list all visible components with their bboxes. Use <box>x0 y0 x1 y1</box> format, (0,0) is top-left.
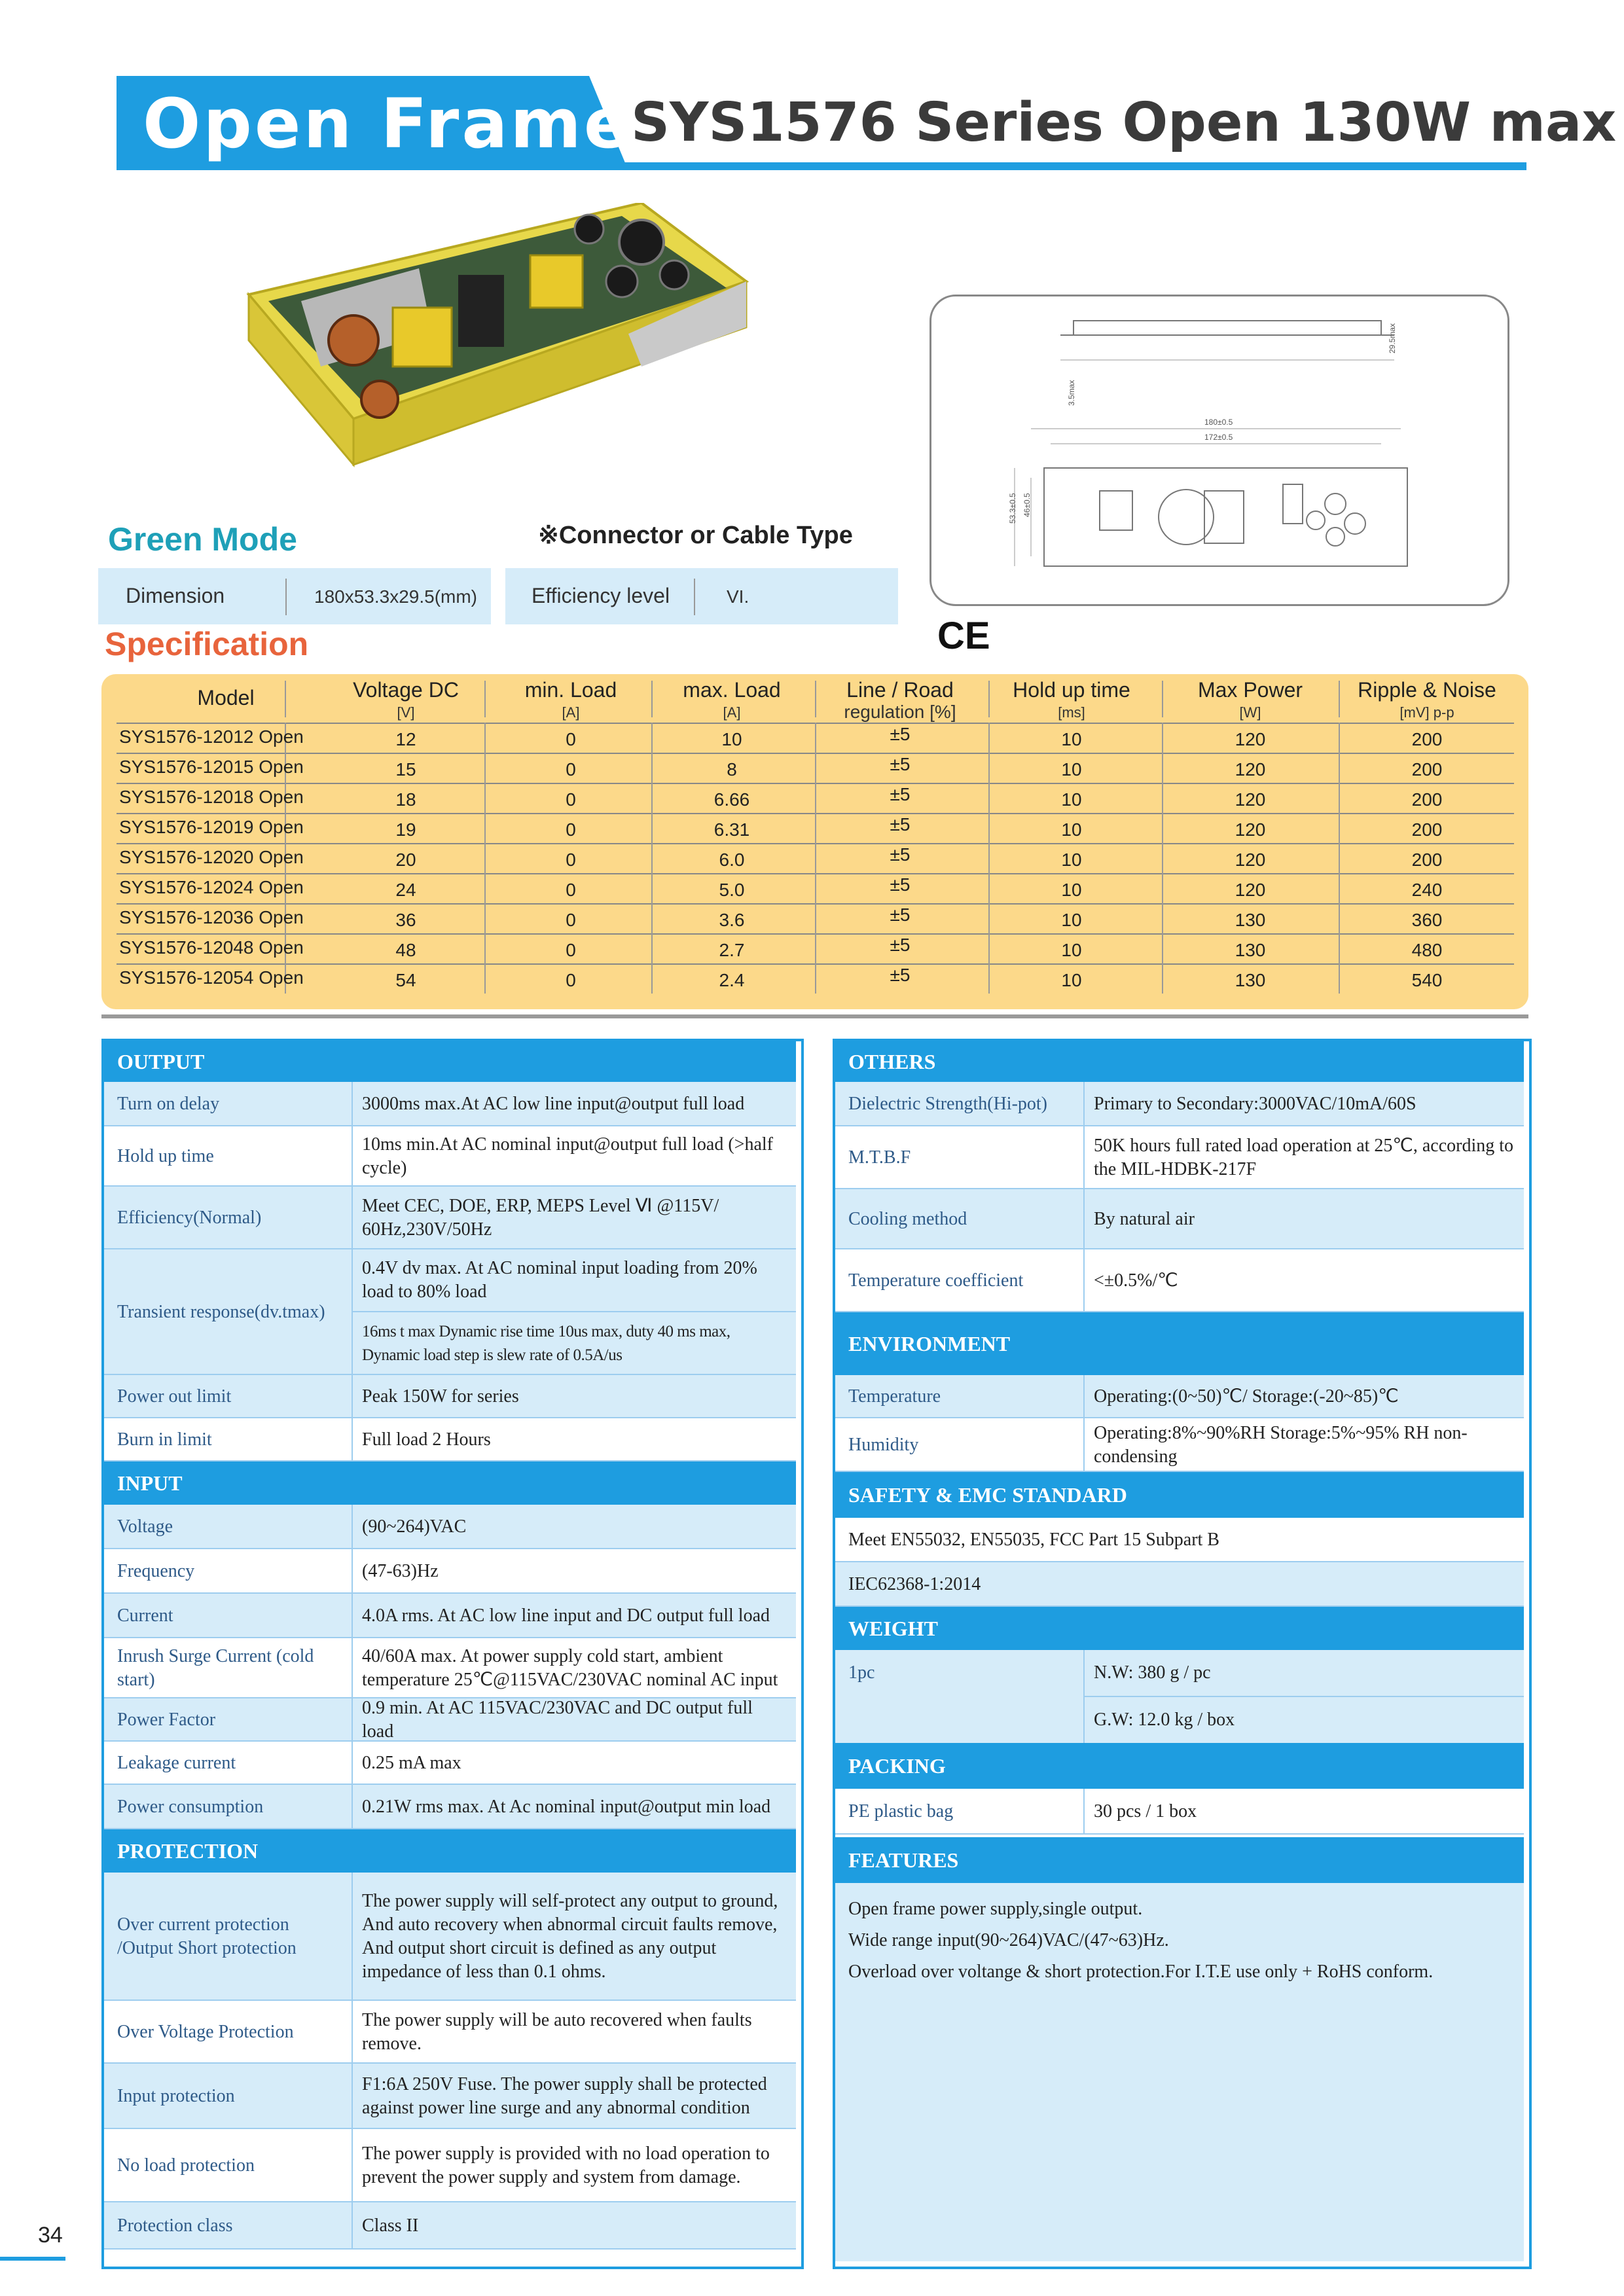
model-cell: SYS1576-12024 Open <box>119 877 304 897</box>
table-cell: 360 <box>1411 910 1443 930</box>
green-mode-title: Green Mode <box>108 521 297 558</box>
table-cell: 120 <box>1235 880 1266 900</box>
section-title: WEIGHT <box>848 1617 938 1640</box>
divider <box>1339 903 1340 933</box>
divider <box>352 1418 353 1462</box>
row-value: 40/60A max. At power supply cold start, ambient temperature 25℃@115VAC/230VAC nominal AC input <box>362 1646 778 1690</box>
row-label: Inrush Surge Current (cold start) <box>117 1646 314 1690</box>
divider <box>1083 1082 1085 1126</box>
table-cell: ±5 <box>890 724 911 744</box>
row-value: G.W: 12.0 kg / box <box>1094 1710 1235 1730</box>
model-cell: SYS1576-12012 Open <box>119 726 304 747</box>
table-cell: 10 <box>1061 970 1082 990</box>
column-unit: regulation [%] <box>844 702 956 722</box>
row-value: 50K hours full rated load operation at 25℃, according to the MIL-HDBK-217F <box>1094 1136 1514 1179</box>
connector-note: ※Connector or Cable Type <box>538 522 853 549</box>
table-cell: 0 <box>566 819 576 840</box>
table-cell: 0 <box>566 789 576 810</box>
features-header <box>835 1837 1524 1883</box>
table-cell: ±5 <box>890 965 911 985</box>
table-cell: 12 <box>395 729 416 749</box>
divider <box>352 2001 353 2064</box>
divider <box>1083 1375 1085 1418</box>
table-cell: 3.6 <box>719 910 745 930</box>
row-value: Primary to Secondary:3000VAC/10mA/60S <box>1094 1094 1416 1114</box>
divider <box>1083 1418 1085 1472</box>
row-value: The power supply is provided with no load operation to prevent the power supply and system from damage. <box>362 2144 770 2187</box>
divider <box>1339 873 1340 903</box>
table-cell: 20 <box>395 850 416 870</box>
row-value: (47-63)Hz <box>362 1561 439 1581</box>
divider <box>352 1638 353 1698</box>
divider <box>352 2202 353 2250</box>
safety-line: Meet EN55032, EN55035, FCC Part 15 Subpart B <box>848 1530 1219 1550</box>
divider <box>1162 813 1163 843</box>
section-title: FEATURES <box>848 1848 959 1872</box>
table-cell: 120 <box>1235 759 1266 780</box>
feature-line: Open frame power supply,single output. <box>848 1899 1143 1919</box>
divider <box>1339 681 1340 717</box>
row-label: Efficiency(Normal) <box>117 1208 262 1228</box>
table-cell: 2.4 <box>719 970 745 990</box>
safety-line: IEC62368-1:2014 <box>848 1574 981 1594</box>
divider <box>1339 933 1340 963</box>
safety-header <box>835 1472 1524 1518</box>
section-title: INPUT <box>117 1471 183 1495</box>
row-label: M.T.B.F <box>848 1147 911 1168</box>
table-cell: 10 <box>1061 759 1082 780</box>
divider <box>651 783 653 813</box>
table-cell: 6.66 <box>713 789 750 810</box>
dim-length: 180±0.5 <box>1204 418 1233 427</box>
table-cell: 36 <box>395 910 416 930</box>
row-label: Burn in limit <box>117 1429 212 1450</box>
table-cell: ±5 <box>890 874 911 895</box>
row-label: Temperature <box>848 1386 941 1407</box>
row-label: Current <box>117 1605 173 1626</box>
divider <box>484 813 486 843</box>
divider <box>484 873 486 903</box>
section-title: ENVIRONMENT <box>848 1332 1011 1355</box>
divider <box>1083 1126 1085 1189</box>
page-number-bar <box>0 2257 65 2261</box>
column-header: Ripple & Noise <box>1358 678 1496 702</box>
section-title: PROTECTION <box>117 1839 259 1863</box>
divider <box>285 579 287 615</box>
divider <box>352 1187 353 1249</box>
table-cell: 5.0 <box>719 880 745 900</box>
divider <box>352 1549 353 1594</box>
divider <box>352 1698 353 1742</box>
column-unit: [A] <box>723 704 741 721</box>
row-value: The power supply will self-protect any output to ground, And auto recovery when abnormal circuit faults remove, And output short circuit is defined as any output impedance of less than 0.1 ohms. <box>362 1891 778 1982</box>
row-value: Meet CEC, DOE, ERP, MEPS Level Ⅵ @115V/ 60Hz,230V/50Hz <box>362 1196 719 1240</box>
ce-mark: CE <box>937 615 990 657</box>
section-title: OUTPUT <box>117 1050 205 1073</box>
divider <box>484 681 486 717</box>
table-cell: 480 <box>1411 940 1443 960</box>
table-cell: 130 <box>1235 970 1266 990</box>
divider <box>1083 1249 1085 1312</box>
table-cell: 130 <box>1235 940 1266 960</box>
divider <box>988 681 990 717</box>
product-photo <box>223 203 772 491</box>
table-cell: ±5 <box>890 844 911 865</box>
row-label: PE plastic bag <box>848 1801 954 1821</box>
table-cell: 540 <box>1411 970 1443 990</box>
divider <box>1339 753 1340 783</box>
row-value: Full load 2 Hours <box>362 1429 491 1450</box>
row-label: Protection class <box>117 2215 233 2236</box>
row-label: Frequency <box>117 1561 195 1581</box>
table-cell: 200 <box>1411 759 1443 780</box>
table-cell: 10 <box>721 729 742 749</box>
row-value: <±0.5%/℃ <box>1094 1270 1178 1291</box>
divider <box>484 723 486 753</box>
row-value: 4.0A rms. At AC low line input and DC output full load <box>362 1605 770 1626</box>
row-label: Temperature coefficient <box>848 1270 1024 1291</box>
others-header <box>835 1041 1524 1082</box>
row-label: Humidity <box>848 1435 919 1455</box>
row-label: Power Factor <box>117 1710 216 1730</box>
table-cell: 200 <box>1411 850 1443 870</box>
divider <box>484 963 486 994</box>
divider <box>1162 753 1163 783</box>
divider <box>1339 783 1340 813</box>
divider <box>1339 813 1340 843</box>
table-cell: 10 <box>1061 910 1082 930</box>
model-cell: SYS1576-12019 Open <box>119 817 304 837</box>
table-cell: 0 <box>566 910 576 930</box>
table-cell: 200 <box>1411 729 1443 749</box>
table-cell: ±5 <box>890 784 911 804</box>
divider <box>1339 963 1340 994</box>
divider <box>352 1375 353 1418</box>
table-cell: 10 <box>1061 789 1082 810</box>
efficiency-label: Efficiency level <box>532 584 670 607</box>
divider <box>352 1249 353 1375</box>
divider <box>694 579 695 615</box>
section-title: OTHERS <box>848 1050 936 1073</box>
divider <box>815 681 816 717</box>
table-cell: 120 <box>1235 789 1266 810</box>
divider <box>1162 873 1163 903</box>
row-value: (90~264)VAC <box>362 1516 467 1537</box>
dim-clearance: 3.5max <box>1067 380 1076 406</box>
divider <box>484 843 486 873</box>
divider <box>352 1873 353 2001</box>
row-label: Voltage <box>117 1516 173 1537</box>
efficiency-value: VI. <box>727 586 749 607</box>
column-header: Hold up time <box>1013 678 1130 702</box>
divider <box>651 933 653 963</box>
row-value: Operating:8%~90%RH Storage:5%~95% RH non-condensing <box>1094 1423 1468 1467</box>
section-title: SAFETY & EMC STANDARD <box>848 1483 1127 1507</box>
divider <box>651 723 653 753</box>
row-label: Turn on delay <box>117 1094 220 1114</box>
row-label: Over current protection /Output Short protection <box>117 1914 297 1958</box>
table-cell: 54 <box>395 970 416 990</box>
table-cell: 120 <box>1235 729 1266 749</box>
row-value: Peak 150W for series <box>362 1386 519 1407</box>
divider <box>1162 903 1163 933</box>
divider <box>352 2064 353 2129</box>
drawing-lines <box>929 295 1506 602</box>
dim-inner-length: 172±0.5 <box>1204 433 1233 442</box>
table-cell: ±5 <box>890 935 911 955</box>
row-label: Transient response(dv.tmax) <box>117 1302 325 1322</box>
divider <box>484 753 486 783</box>
table-cell: 130 <box>1235 910 1266 930</box>
dimension-label: Dimension <box>126 584 225 607</box>
divider <box>651 813 653 843</box>
divider <box>1339 843 1340 873</box>
divider <box>352 2129 353 2202</box>
model-cell: SYS1576-12054 Open <box>119 967 304 988</box>
row-value: 0.25 mA max <box>362 1753 461 1773</box>
packing-header <box>835 1743 1524 1789</box>
divider <box>352 1742 353 1785</box>
divider <box>1083 1789 1085 1835</box>
weight-header <box>835 1607 1524 1650</box>
model-cell: SYS1576-12048 Open <box>119 937 304 958</box>
column-unit: [A] <box>562 704 580 721</box>
divider <box>651 843 653 873</box>
dimension-value: 180x53.3x29.5(mm) <box>314 586 478 607</box>
row-value: Operating:(0~50)℃/ Storage:(-20~85)℃ <box>1094 1386 1399 1407</box>
table-cell: 6.31 <box>713 819 750 840</box>
row-label: Leakage current <box>117 1753 236 1773</box>
environment-header <box>835 1312 1524 1375</box>
table-cell: 18 <box>395 789 416 810</box>
feature-line: Overload over voltange & short protection.For I.T.E use only + RoHS conform. <box>848 1962 1434 1982</box>
table-cell: 0 <box>566 940 576 960</box>
table-cell: 15 <box>395 759 416 780</box>
table-cell: 200 <box>1411 789 1443 810</box>
table-cell: 120 <box>1235 819 1266 840</box>
model-cell: SYS1576-12018 Open <box>119 787 304 807</box>
table-cell: ±5 <box>890 814 911 834</box>
row-label: Cooling method <box>848 1209 967 1229</box>
row-value: 3000ms max.At AC low line input@output full load <box>362 1094 745 1114</box>
column-header: min. Load <box>524 678 617 702</box>
column-unit: [ms] <box>1058 704 1085 721</box>
row-label: No load protection <box>117 2155 255 2176</box>
table-cell: 10 <box>1061 729 1082 749</box>
header-badge: Open Frame <box>143 84 633 164</box>
table-cell: 0 <box>566 880 576 900</box>
divider <box>651 681 653 717</box>
row-label: Hold up time <box>117 1146 214 1166</box>
divider <box>1339 723 1340 753</box>
divider <box>1162 681 1163 717</box>
table-cell: 10 <box>1061 880 1082 900</box>
row-value: 0.21W rms max. At Ac nominal input@output min load <box>362 1797 771 1817</box>
column-header: max. Load <box>683 678 781 702</box>
row-label: 1pc <box>848 1662 875 1683</box>
divider <box>285 681 286 717</box>
row-value: 0.4V dv max. At AC nominal input loading from 20% load to 80% load <box>362 1258 757 1302</box>
output-header <box>104 1041 796 1082</box>
divider <box>1162 783 1163 813</box>
table-cell: 200 <box>1411 819 1443 840</box>
table-cell: 0 <box>566 729 576 749</box>
page-number: 34 <box>38 2223 63 2248</box>
row-value: 16ms t max Dynamic rise time 10us max, duty 40 ms max, Dynamic load step is slew rate of 0.5A/us <box>362 1323 731 1364</box>
table-cell: 10 <box>1061 819 1082 840</box>
table-cell: 240 <box>1411 880 1443 900</box>
dim-inner-width: 46±0.5 <box>1022 493 1032 517</box>
divider <box>484 903 486 933</box>
divider <box>1162 843 1163 873</box>
divider <box>1083 1189 1085 1249</box>
divider <box>352 1082 353 1126</box>
divider <box>352 1594 353 1638</box>
table-cell: 8 <box>727 759 737 780</box>
divider <box>484 783 486 813</box>
row-label: Dielectric Strength(Hi-pot) <box>848 1094 1048 1114</box>
row-label: Power consumption <box>117 1797 264 1817</box>
divider <box>651 963 653 994</box>
row-value: F1:6A 250V Fuse. The power supply shall be protected against power line surge and any abnormal condition <box>362 2074 767 2118</box>
row-value: 0.9 min. At AC 115VAC/230VAC and DC output full load <box>362 1698 753 1742</box>
table-cell: 120 <box>1235 850 1266 870</box>
divider <box>651 753 653 783</box>
divider <box>352 1505 353 1549</box>
column-unit: [W] <box>1239 704 1261 721</box>
table-cell: 24 <box>395 880 416 900</box>
model-cell: SYS1576-12020 Open <box>119 847 304 867</box>
model-cell: SYS1576-12036 Open <box>119 907 304 927</box>
model-cell: SYS1576-12015 Open <box>119 757 304 777</box>
divider <box>651 903 653 933</box>
table-cell: 10 <box>1061 850 1082 870</box>
specification-title: Specification <box>105 626 309 662</box>
feature-line: Wide range input(90~264)VAC/(47~63)Hz. <box>848 1930 1169 1950</box>
divider <box>352 1785 353 1829</box>
row-label: Over Voltage Protection <box>117 2022 294 2042</box>
column-header: Voltage DC <box>353 678 459 702</box>
column-unit: [V] <box>397 704 415 721</box>
table-cell: 0 <box>566 759 576 780</box>
row-value: By natural air <box>1094 1209 1195 1229</box>
table-cell: 6.0 <box>719 850 745 870</box>
table-cell: 10 <box>1061 940 1082 960</box>
divider <box>484 933 486 963</box>
section-title: PACKING <box>848 1754 946 1778</box>
table-cell: 0 <box>566 970 576 990</box>
table-cell: 48 <box>395 940 416 960</box>
input-header <box>104 1462 796 1505</box>
row-label: Input protection <box>117 2086 235 2106</box>
table-cell: ±5 <box>890 905 911 925</box>
column-unit: [mV] p-p <box>1399 704 1454 721</box>
divider <box>352 1126 353 1187</box>
dim-height: 29.5max <box>1388 323 1397 353</box>
table-cell: 2.7 <box>719 940 745 960</box>
row-value: 30 pcs / 1 box <box>1094 1801 1197 1821</box>
divider <box>101 1014 1528 1018</box>
column-header: Max Power <box>1197 678 1303 702</box>
dim-width: 53.3±0.5 <box>1008 493 1017 524</box>
table-cell: ±5 <box>890 754 911 774</box>
row-label: Power out limit <box>117 1386 232 1407</box>
divider <box>651 873 653 903</box>
row-value: Class II <box>362 2215 419 2236</box>
divider <box>1162 723 1163 753</box>
row-value: N.W: 380 g / pc <box>1094 1662 1211 1683</box>
column-header: Model <box>197 686 255 709</box>
column-header: Line / Road <box>846 678 954 702</box>
table-cell: 19 <box>395 819 416 840</box>
divider <box>1162 933 1163 963</box>
row-value: 10ms min.At AC nominal input@output full load (>half cycle) <box>362 1134 773 1178</box>
divider <box>1162 963 1163 994</box>
table-cell: 0 <box>566 850 576 870</box>
row-value: The power supply will be auto recovered when faults remove. <box>362 2010 752 2054</box>
page-title: SYS1576 Series Open 130W max <box>631 92 1617 154</box>
protection-header <box>104 1829 796 1873</box>
